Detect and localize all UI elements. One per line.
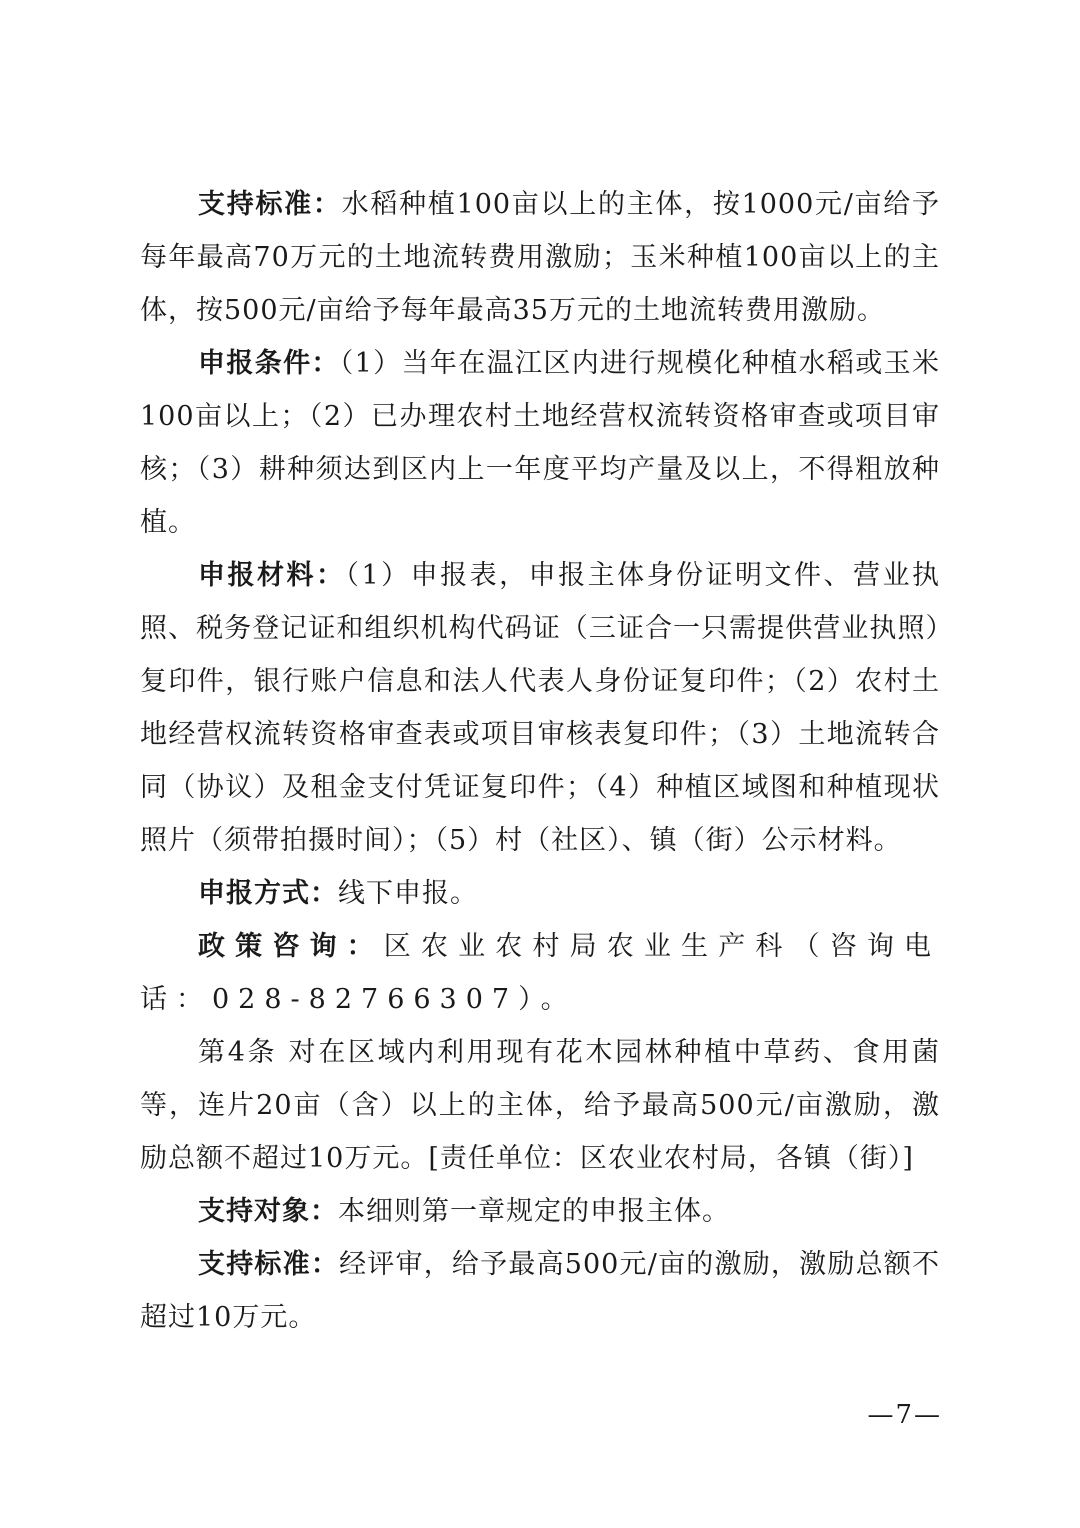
paragraph-text: 线下申报。 (338, 878, 478, 909)
document-body (140, 178, 940, 1344)
paragraph-policy-consultation (140, 920, 940, 1026)
paragraph-text: 第4条 对在区域内利用现有花木园林种植中草药、食用菌等，连片20亩（含）以上的主体，给予最高500元/亩激励，激励总额不超过10万元。[责任单位：区农业农村局，各镇（街）] (140, 1037, 940, 1174)
paragraph-support-standard-1 (140, 178, 940, 337)
paragraph-application-method (140, 867, 940, 920)
paragraph-label: 政策咨询： (198, 931, 384, 962)
paragraph-text: 水稻种植100亩以上的主体，按1000元/亩给予每年最高70万元的土地流转费用激励；玉米种植100亩以上的主体，按500元/亩给予每年最高35万元的土地流转费用激励。 (140, 189, 941, 326)
paragraph-application-conditions (140, 337, 940, 549)
paragraph-support-standard-2 (140, 1238, 940, 1344)
paragraph-label: 申报条件： (198, 348, 340, 379)
paragraph-text: （1）申报表，申报主体身份证明文件、营业执照、税务登记证和组织机构代码证（三证合一只需提供营业执照）复印件，银行账户信息和法人代表人身份证复印件；（2）农村土地经营权流转资格审查表或项目审核表复印件；（3）土地流转合同（协议）及租金支付凭证复印件；（4）种植区域图和种植现状照片（须带拍摄时间）；（5）村（社区）、镇（街）公示材料。 (140, 560, 940, 856)
paragraph-label: 支持对象： (198, 1196, 338, 1227)
paragraph-text: 经评审，给予最高500元/亩的激励，激励总额不超过10万元。 (140, 1249, 940, 1333)
paragraph-text: （1）当年在温江区内进行规模化种植水稻或玉米100亩以上；（2）已办理农村土地经营权流转资格审查或项目审核；（3）耕种须达到区内上一年度平均产量及以上，不得粗放种植。 (140, 348, 940, 538)
paragraph-text: 本细则第一章规定的申报主体。 (338, 1196, 730, 1227)
paragraph-label: 支持标准： (198, 1249, 340, 1280)
paragraph-support-target (140, 1185, 940, 1238)
paragraph-label: 支持标准： (198, 189, 342, 220)
paragraph-label: 申报方式： (198, 878, 338, 909)
paragraph-article-4 (140, 1026, 940, 1185)
paragraph-text: 区农业农村局农业生产科（咨询电话：028-82766307）。 (140, 931, 941, 1015)
paragraph-application-materials (140, 549, 940, 867)
paragraph-label: 申报材料： (198, 560, 346, 591)
page-number: —7— (867, 1400, 942, 1430)
